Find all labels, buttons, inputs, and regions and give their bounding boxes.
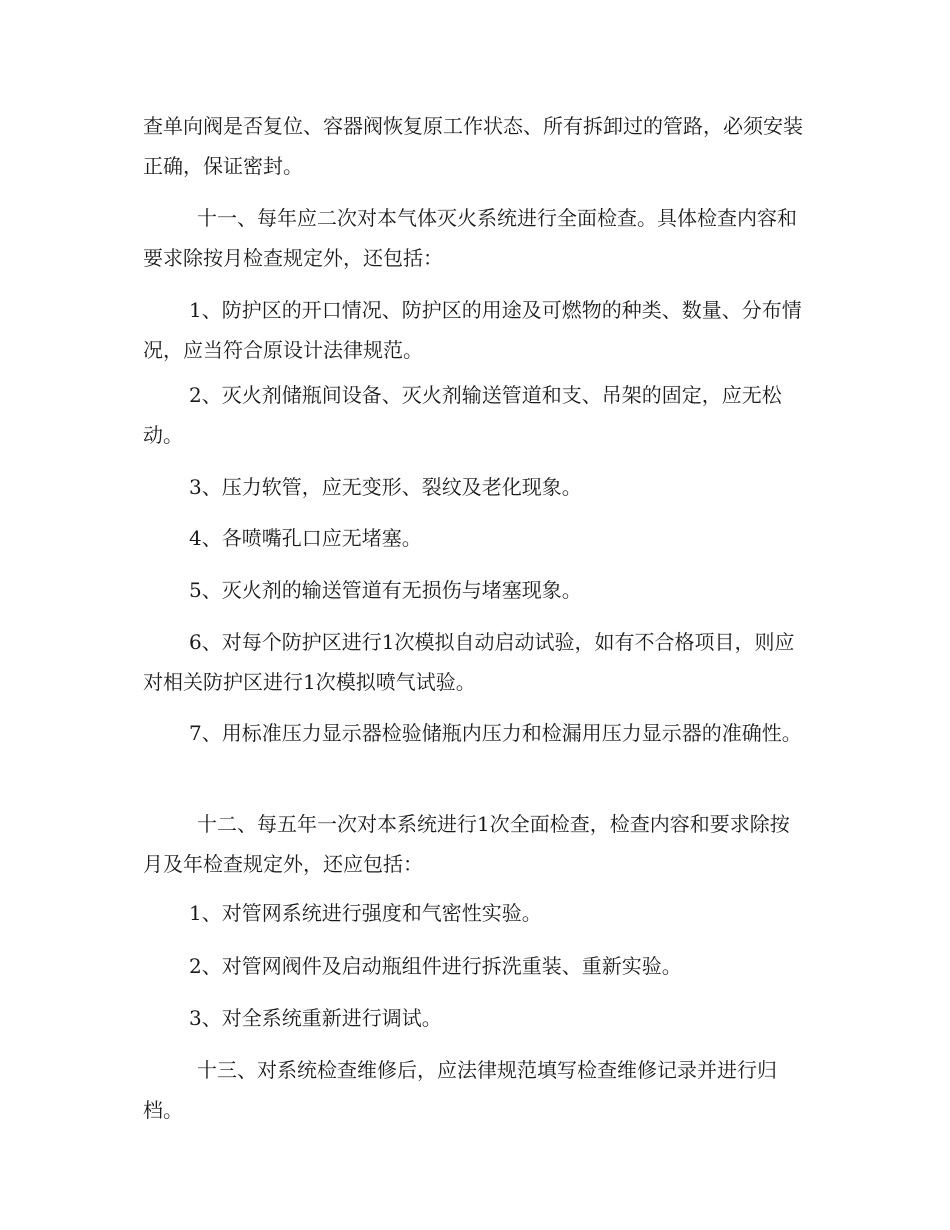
paragraph-item-6: 6、对每个防护区进行1次模拟自动启动试验，如有不合格项目，则应对相关防护区进行1次模拟喷气试验。 bbox=[143, 630, 795, 694]
paragraph-item-5: 5、灭火剂的输送管道有无损伤与堵塞现象。 bbox=[189, 578, 582, 602]
paragraph-section-13: 十三、对系统检查维修后，应法律规范填写检查维修记录并进行归档。 bbox=[143, 1058, 777, 1122]
paragraph-item-1b: 1、对管网系统进行强度和气密性实验。 bbox=[189, 901, 542, 925]
paragraph-item-2: 2、灭火剂储瓶间设备、灭火剂输送管道和支、吊架的固定，应无松动。 bbox=[143, 383, 782, 447]
paragraph-item-3: 3、压力软管，应无变形、裂纹及老化现象。 bbox=[189, 475, 582, 499]
paragraph-item-2b: 2、对管网阀件及启动瓶组件进行拆洗重装、重新实验。 bbox=[189, 954, 682, 978]
paragraph-section-11: 十一、每年应二次对本气体灭火系统进行全面检查。具体检查内容和要求除按月检查规定外，还包括： bbox=[143, 206, 797, 270]
paragraph-item-4: 4、各喷嘴孔口应无堵塞。 bbox=[189, 526, 422, 550]
paragraph-item-3b: 3、对全系统重新进行调试。 bbox=[189, 1006, 442, 1030]
paragraph-continuation: 查单向阀是否复位、容器阀恢复原工作状态、所有拆卸过的管路，必须安装正确，保证密封。 bbox=[143, 114, 803, 178]
paragraph-item-1: 1、防护区的开口情况、防护区的用途及可燃物的种类、数量、分布情况，应当符合原设计法律规范。 bbox=[143, 298, 802, 362]
paragraph-section-12: 十二、每五年一次对本系统进行1次全面检查，检查内容和要求除按月及年检查规定外，还应包括： bbox=[143, 812, 790, 876]
paragraph-item-7: 7、用标准压力显示器检验储瓶内压力和检漏用压力显示器的准确性。 bbox=[189, 721, 802, 745]
